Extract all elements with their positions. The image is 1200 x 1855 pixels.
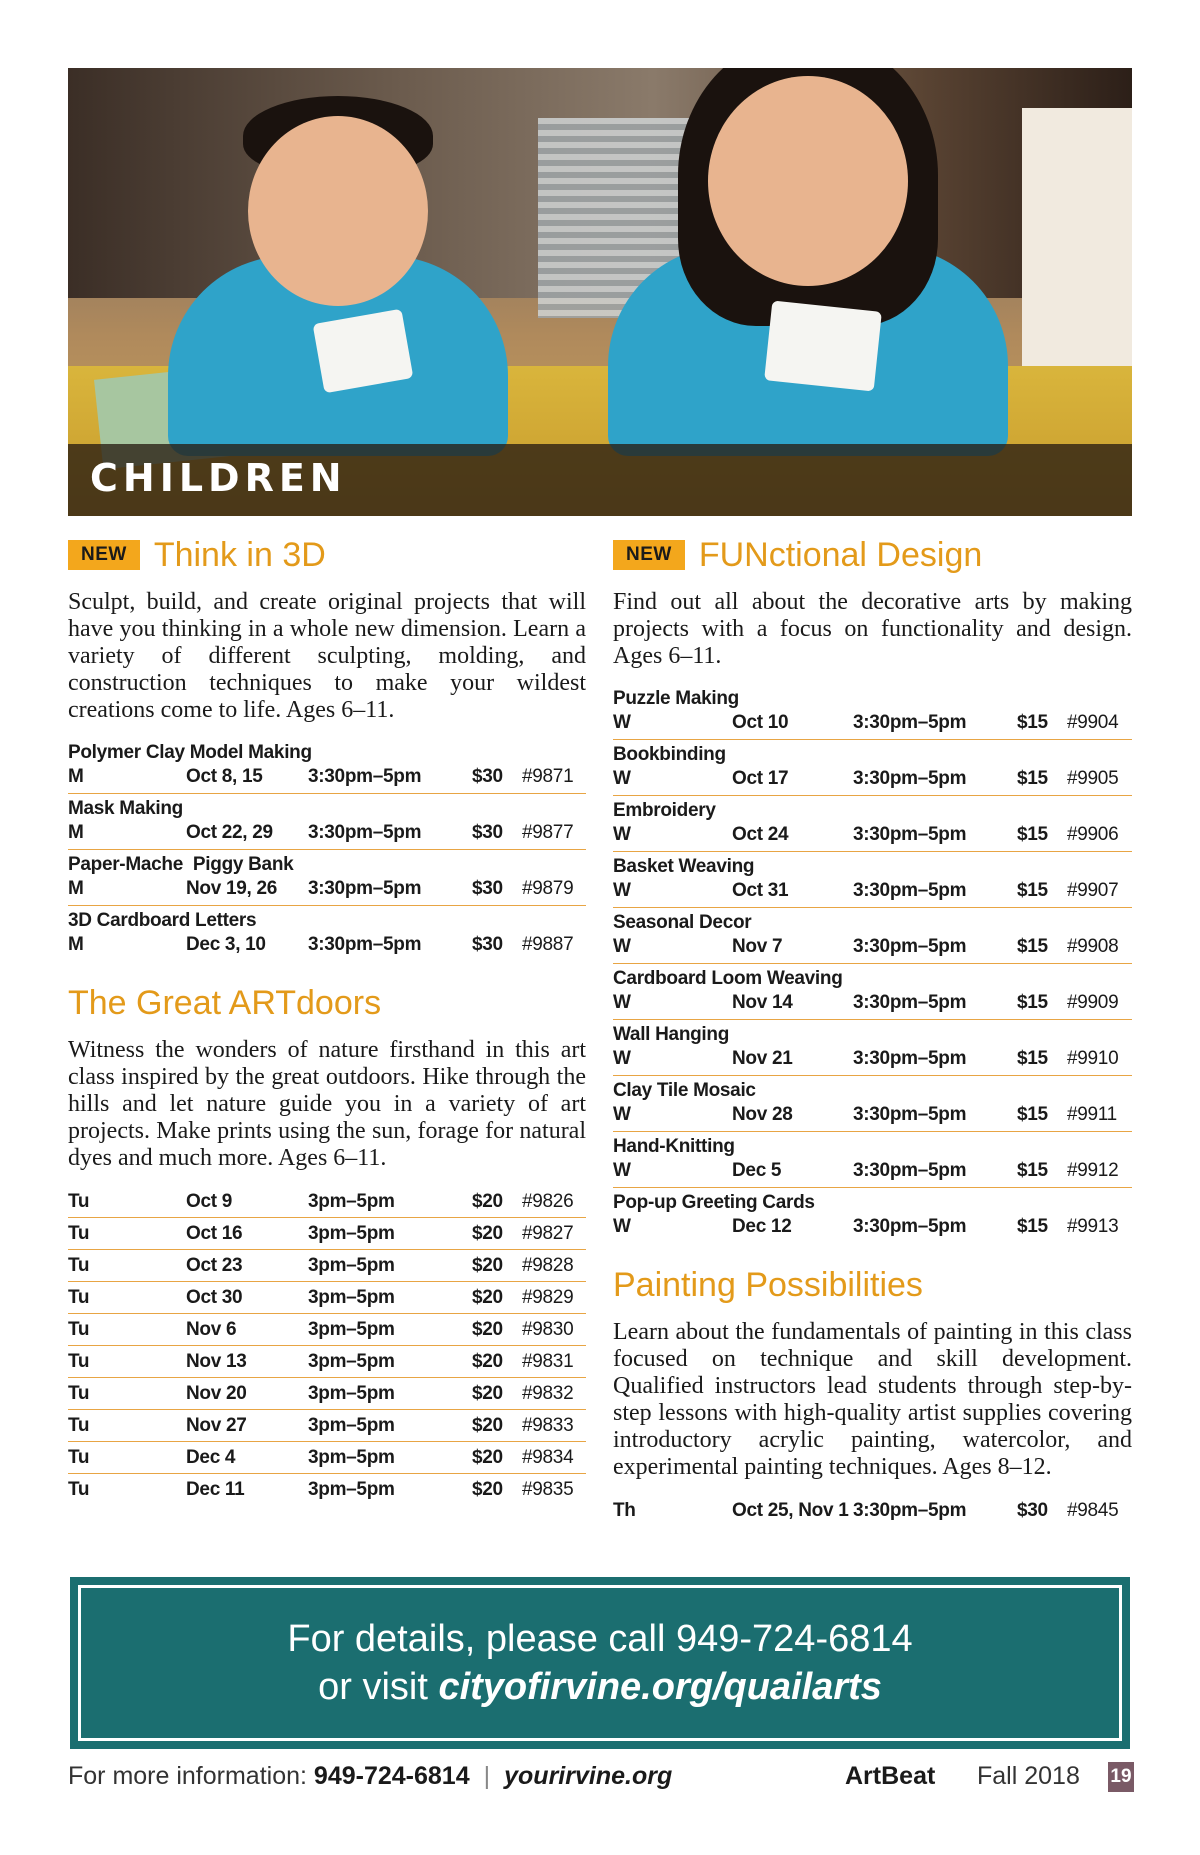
session-date: Oct 30	[186, 1287, 243, 1308]
magazine-name: ArtBeat	[845, 1762, 936, 1790]
class-name: Puzzle Making	[613, 688, 739, 709]
class-day: W	[613, 936, 631, 957]
child-left	[148, 96, 528, 456]
session-date: Nov 6	[186, 1319, 237, 1340]
session-day: Tu	[68, 1383, 90, 1404]
class-fee: $15	[1017, 936, 1048, 957]
contact-url-line	[318, 1663, 882, 1711]
class-code: #9908	[1067, 936, 1119, 957]
session-row	[68, 1282, 586, 1314]
session-row	[613, 1495, 1132, 1526]
artdoors-description: Witness the wonders of nature firsthand in this art class inspired by the great outdoors. Hike through the hills and let nature guide you in a variety of art projects. Make prints using the sun, forage for natural dyes and much more. Ages 6–11.	[68, 1037, 586, 1171]
artdoors-title: The Great ARTdoors	[68, 984, 382, 1022]
class-day: W	[613, 1048, 631, 1069]
class-date: Nov 21	[732, 1048, 793, 1069]
class-time: 3:30pm–5pm	[853, 880, 967, 901]
class-listing	[613, 1076, 1132, 1132]
session-time: 3pm–5pm	[308, 1255, 395, 1276]
class-date: Nov 14	[732, 992, 793, 1013]
class-code: #9909	[1067, 992, 1119, 1013]
class-time: 3:30pm–5pm	[308, 878, 422, 899]
class-date: Dec 5	[732, 1160, 782, 1181]
functional-heading	[613, 535, 1132, 575]
class-code: #9913	[1067, 1216, 1119, 1237]
class-schedule-row	[613, 1103, 1132, 1127]
session-date: Oct 9	[186, 1191, 233, 1212]
session-day: Tu	[68, 1223, 90, 1244]
new-badge: NEW	[68, 540, 140, 570]
session-time: 3:30pm–5pm	[853, 1500, 967, 1521]
class-schedule-row	[613, 1047, 1132, 1071]
class-code: #9871	[522, 766, 574, 787]
class-fee: $30	[472, 878, 503, 899]
right-column	[613, 535, 1132, 1526]
think3d-title: Think in 3D	[153, 536, 326, 574]
class-fee: $30	[472, 766, 503, 787]
session-time: 3pm–5pm	[308, 1287, 395, 1308]
class-schedule-row	[613, 935, 1132, 959]
session-date: Oct 25, Nov 1	[732, 1500, 849, 1521]
contact-box	[70, 1577, 1130, 1749]
class-name: Basket Weaving	[613, 856, 755, 877]
session-day: Tu	[68, 1287, 90, 1308]
class-date: Oct 31	[732, 880, 789, 901]
class-name: 3D Cardboard Letters	[68, 910, 257, 931]
class-listing	[68, 906, 586, 961]
session-time: 3pm–5pm	[308, 1415, 395, 1436]
class-name: Clay Tile Mosaic	[613, 1080, 756, 1101]
class-date: Oct 17	[732, 768, 789, 789]
session-time: 3pm–5pm	[308, 1351, 395, 1372]
class-schedule-row	[613, 1159, 1132, 1183]
class-time: 3:30pm–5pm	[308, 822, 422, 843]
class-day: W	[613, 768, 631, 789]
session-time: 3pm–5pm	[308, 1383, 395, 1404]
session-time: 3pm–5pm	[308, 1447, 395, 1468]
left-column	[68, 535, 586, 1505]
session-row	[68, 1314, 586, 1346]
class-day: W	[613, 992, 631, 1013]
class-code: #9879	[522, 878, 574, 899]
session-date: Oct 23	[186, 1255, 243, 1276]
class-code: #9887	[522, 934, 574, 955]
class-code: #9904	[1067, 712, 1119, 733]
class-code: #9907	[1067, 880, 1119, 901]
class-listing	[68, 794, 586, 850]
class-time: 3:30pm–5pm	[853, 1160, 967, 1181]
session-code: #9833	[522, 1415, 574, 1436]
class-date: Oct 22, 29	[186, 822, 273, 843]
class-time: 3:30pm–5pm	[853, 1048, 967, 1069]
session-row	[68, 1218, 586, 1250]
class-listing	[613, 908, 1132, 964]
footer-info-label: For more information:	[68, 1762, 314, 1790]
class-schedule-row	[68, 933, 586, 957]
session-date: Nov 20	[186, 1383, 247, 1404]
class-date: Oct 10	[732, 712, 789, 733]
painting-description: Learn about the fundamentals of painting in this class focused on technique and skill development. Qualified instructors lead students through step-by-step lessons with high-quality artist supplies covering introductory acrylic painting, watercolor, and experimental painting techniques. Ages 8–12.	[613, 1319, 1132, 1480]
session-date: Nov 13	[186, 1351, 247, 1372]
class-date: Oct 24	[732, 824, 789, 845]
class-name: Paper-Mache Piggy Bank	[68, 854, 294, 875]
class-name: Seasonal Decor	[613, 912, 752, 933]
class-listing	[613, 964, 1132, 1020]
class-code: #9912	[1067, 1160, 1119, 1181]
session-fee: $20	[472, 1351, 503, 1372]
class-fee: $15	[1017, 768, 1048, 789]
class-listing	[613, 684, 1132, 740]
session-date: Oct 16	[186, 1223, 243, 1244]
class-day: W	[613, 1104, 631, 1125]
class-code: #9906	[1067, 824, 1119, 845]
class-schedule-row	[68, 821, 586, 845]
contact-phone-line: For details, please call 949-724-6814	[287, 1618, 913, 1660]
class-time: 3:30pm–5pm	[853, 1216, 967, 1237]
session-fee: $20	[472, 1223, 503, 1244]
session-date: Dec 4	[186, 1447, 236, 1468]
child-right	[588, 68, 1028, 456]
class-name: Mask Making	[68, 798, 183, 819]
session-time: 3pm–5pm	[308, 1319, 395, 1340]
session-fee: $20	[472, 1255, 503, 1276]
class-date: Nov 7	[732, 936, 783, 957]
painting-heading	[613, 1265, 1132, 1305]
session-code: #9835	[522, 1479, 574, 1500]
class-name: Cardboard Loom Weaving	[613, 968, 843, 989]
session-time: 3pm–5pm	[308, 1223, 395, 1244]
class-name: Bookbinding	[613, 744, 726, 765]
hero-photo	[68, 68, 1132, 516]
session-day: Tu	[68, 1447, 90, 1468]
session-day: Tu	[68, 1255, 90, 1276]
session-code: #9829	[522, 1287, 574, 1308]
class-schedule-row	[613, 1215, 1132, 1239]
class-day: W	[613, 824, 631, 845]
class-time: 3:30pm–5pm	[308, 766, 422, 787]
class-time: 3:30pm–5pm	[853, 936, 967, 957]
contact-url-prefix: or visit	[318, 1666, 439, 1708]
class-day: M	[68, 878, 84, 899]
class-listing	[613, 1020, 1132, 1076]
session-fee: $20	[472, 1191, 503, 1212]
page-footer	[68, 1758, 1132, 1796]
class-date: Dec 3, 10	[186, 934, 266, 955]
class-name: Wall Hanging	[613, 1024, 730, 1045]
session-code: #9826	[522, 1191, 574, 1212]
class-fee: $15	[1017, 712, 1048, 733]
session-day: Th	[613, 1500, 636, 1521]
session-fee: $20	[472, 1415, 503, 1436]
class-time: 3:30pm–5pm	[853, 992, 967, 1013]
session-row	[68, 1474, 586, 1505]
class-listing	[68, 850, 586, 906]
class-name: Hand-Knitting	[613, 1136, 735, 1157]
session-day: Tu	[68, 1319, 90, 1340]
class-date: Nov 19, 26	[186, 878, 277, 899]
class-listing	[613, 1132, 1132, 1188]
class-fee: $15	[1017, 1216, 1048, 1237]
session-day: Tu	[68, 1479, 90, 1500]
class-time: 3:30pm–5pm	[853, 1104, 967, 1125]
session-code: #9834	[522, 1447, 574, 1468]
contact-box-inner	[78, 1585, 1122, 1741]
class-day: M	[68, 822, 84, 843]
session-code: #9832	[522, 1383, 574, 1404]
functional-description: Find out all about the decorative arts by making projects with a focus on functionality and design. Ages 6–11.	[613, 589, 1132, 669]
class-fee: $15	[1017, 1160, 1048, 1181]
class-listing	[613, 740, 1132, 796]
class-listing	[613, 1188, 1132, 1243]
painting-title: Painting Possibilities	[613, 1266, 923, 1304]
class-name: Embroidery	[613, 800, 716, 821]
class-time: 3:30pm–5pm	[853, 824, 967, 845]
class-time: 3:30pm–5pm	[853, 712, 967, 733]
class-day: W	[613, 712, 631, 733]
session-fee: $20	[472, 1383, 503, 1404]
session-day: Tu	[68, 1415, 90, 1436]
class-code: #9911	[1067, 1104, 1117, 1125]
class-schedule-row	[613, 991, 1132, 1015]
footer-phone: 949-724-6814	[313, 1762, 470, 1790]
footer-info	[68, 1762, 672, 1791]
class-day: W	[613, 1160, 631, 1181]
class-schedule-row	[613, 879, 1132, 903]
class-schedule-row	[613, 823, 1132, 847]
class-schedule-row	[613, 767, 1132, 791]
class-schedule-row	[68, 877, 586, 901]
session-code: #9845	[1067, 1500, 1119, 1521]
session-fee: $20	[472, 1319, 503, 1340]
session-fee: $20	[472, 1287, 503, 1308]
session-date: Dec 11	[186, 1479, 245, 1500]
class-fee: $15	[1017, 880, 1048, 901]
class-day: M	[68, 766, 84, 787]
session-code: #9830	[522, 1319, 574, 1340]
session-fee: $20	[472, 1447, 503, 1468]
session-row	[68, 1410, 586, 1442]
class-fee: $30	[472, 934, 503, 955]
think3d-description: Sculpt, build, and create original projects that will have you thinking in a whole new dimension. Learn a variety of different sculpting, molding, and construction techniques to make your wildest creations come to life. Ages 6–11.	[68, 589, 586, 723]
class-time: 3:30pm–5pm	[308, 934, 422, 955]
artdoors-heading	[68, 983, 586, 1023]
session-day: Tu	[68, 1191, 90, 1212]
class-time: 3:30pm–5pm	[853, 768, 967, 789]
class-name: Polymer Clay Model Making	[68, 742, 312, 763]
class-date: Dec 12	[732, 1216, 792, 1237]
session-date: Nov 27	[186, 1415, 247, 1436]
session-code: #9828	[522, 1255, 574, 1276]
session-row	[68, 1346, 586, 1378]
class-fee: $15	[1017, 1104, 1048, 1125]
session-time: 3pm–5pm	[308, 1479, 395, 1500]
session-fee: $30	[1017, 1500, 1048, 1521]
class-listing	[68, 738, 586, 794]
session-row	[68, 1378, 586, 1410]
class-day: M	[68, 934, 84, 955]
class-code: #9905	[1067, 768, 1119, 789]
class-fee: $30	[472, 822, 503, 843]
session-code: #9831	[522, 1351, 574, 1372]
class-schedule-row	[613, 711, 1132, 735]
footer-separator: |	[483, 1762, 491, 1790]
class-day: W	[613, 880, 631, 901]
class-code: #9877	[522, 822, 574, 843]
session-code: #9827	[522, 1223, 574, 1244]
session-row	[68, 1250, 586, 1282]
section-title-children: CHILDREN	[90, 456, 347, 500]
class-listing	[613, 796, 1132, 852]
class-name: Pop-up Greeting Cards	[613, 1192, 815, 1213]
functional-title: FUNctional Design	[698, 536, 983, 574]
class-date: Nov 28	[732, 1104, 793, 1125]
contact-url-link[interactable]: cityofirvine.org/quailarts	[438, 1666, 882, 1708]
class-date: Oct 8, 15	[186, 766, 263, 787]
class-code: #9910	[1067, 1048, 1119, 1069]
session-row	[68, 1186, 586, 1218]
class-schedule-row	[68, 765, 586, 789]
session-fee: $20	[472, 1479, 503, 1500]
class-listing	[613, 852, 1132, 908]
session-row	[68, 1442, 586, 1474]
new-badge: NEW	[613, 540, 685, 570]
footer-site-link[interactable]: yourirvine.org	[504, 1762, 673, 1790]
class-fee: $15	[1017, 1048, 1048, 1069]
class-fee: $15	[1017, 992, 1048, 1013]
session-time: 3pm–5pm	[308, 1191, 395, 1212]
class-fee: $15	[1017, 824, 1048, 845]
magazine-season: Fall 2018	[977, 1762, 1080, 1790]
think3d-heading	[68, 535, 586, 575]
section-banner	[68, 444, 1132, 516]
class-day: W	[613, 1216, 631, 1237]
session-day: Tu	[68, 1351, 90, 1372]
page-number: 19	[1108, 1762, 1134, 1792]
